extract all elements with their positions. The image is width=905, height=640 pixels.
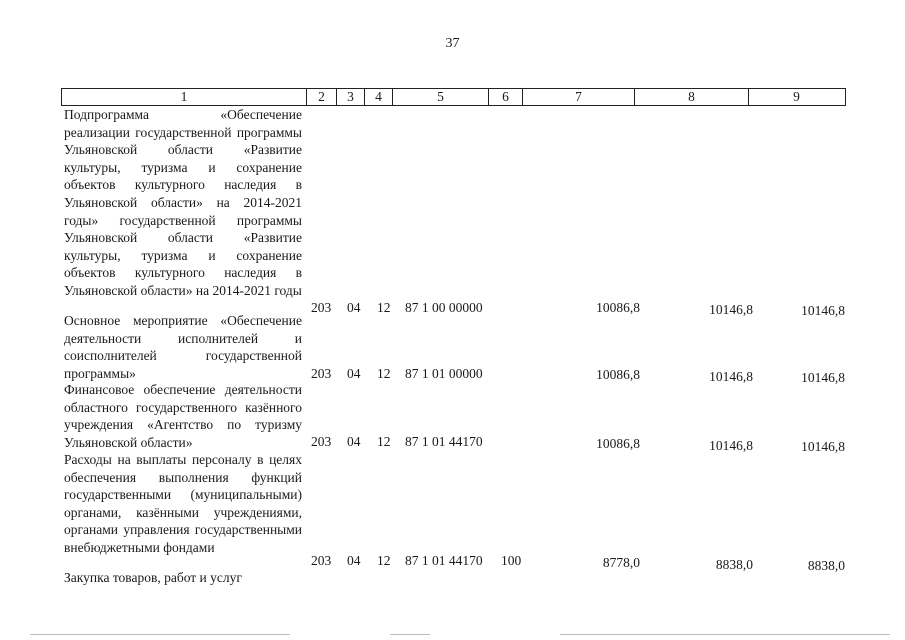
- cell-col-4: 12: [377, 300, 391, 315]
- page-number: 37: [445, 36, 460, 51]
- cell-col-9: 10146,8: [801, 370, 845, 385]
- row-description: Закупка товаров, работ и услуг: [64, 570, 242, 585]
- row-description: Расходы на выплаты персоналу в целях обеспечения выполнения функций государственными (муниципальными) органами, казёнными учреждениями, органами управления государственными внебюджетными фондами: [64, 452, 302, 555]
- cell-col-9: 10146,8: [801, 303, 845, 318]
- cell-col-4: 12: [377, 434, 391, 449]
- cell-col-3: 04: [347, 434, 361, 449]
- cell-col-8: 10146,8: [709, 302, 753, 317]
- header-col-4: 4: [365, 89, 393, 105]
- cell-col-4: 12: [377, 366, 391, 381]
- cell-col-6: 100: [501, 553, 522, 568]
- cell-col-3: 04: [347, 553, 361, 568]
- cell-col-3: 04: [347, 300, 361, 315]
- header-col-5: 5: [393, 89, 489, 105]
- cell-col-5: 87 1 01 00000: [405, 366, 483, 381]
- cell-col-9: 10146,8: [801, 439, 845, 454]
- cell-col-5: 87 1 01 44170: [405, 434, 483, 449]
- cell-col-8: 10146,8: [709, 369, 753, 384]
- scan-artifact: [390, 634, 430, 635]
- cell-col-7: 10086,8: [596, 300, 640, 315]
- cell-col-8: 8838,0: [715, 557, 753, 572]
- header-col-9: 9: [793, 89, 800, 104]
- header-col-7: 7: [523, 89, 635, 105]
- cell-col-2: 203: [311, 366, 332, 381]
- table-header: [61, 88, 846, 106]
- header-col-8: 8: [635, 89, 749, 105]
- cell-col-7: 10086,8: [596, 436, 640, 451]
- row-description: Основное мероприятие «Обеспечение деятельности исполнителей и соисполнителей государственной программы»: [64, 313, 302, 381]
- header-col-1: 1: [62, 89, 307, 105]
- cell-col-5: 87 1 01 44170: [405, 553, 483, 568]
- cell-col-2: 203: [311, 434, 332, 449]
- header-col-6: 6: [489, 89, 523, 105]
- header-col-2: 2: [307, 89, 337, 105]
- header-col-3: 3: [337, 89, 365, 105]
- cell-col-9: 8838,0: [807, 558, 845, 573]
- cell-col-2: 203: [311, 300, 332, 315]
- row-description: Подпрограмма «Обеспечение реализации государственной программы Ульяновской области «Развитие культуры, туризма и сохранение объектов культурного наследия в Ульяновской области» на 2014-2021 годы» государственной программы Ульяновской области «Развитие культуры, туризма и сохранение объектов культурного наследия в Ульяновской области» на 2014-2021 годы: [64, 107, 302, 298]
- cell-col-2: 203: [311, 553, 332, 568]
- cell-col-4: 12: [377, 553, 391, 568]
- cell-col-7: 8778,0: [602, 555, 640, 570]
- cell-col-3: 04: [347, 366, 361, 381]
- cell-col-7: 10086,8: [596, 367, 640, 382]
- cell-col-8: 10146,8: [709, 438, 753, 453]
- row-description: Финансовое обеспечение деятельности областного государственного казённого учреждения «Агентство по туризму Ульяновской области»: [64, 382, 302, 450]
- cell-col-5: 87 1 00 00000: [405, 300, 483, 315]
- scan-artifact: [30, 634, 290, 635]
- scan-artifact: [560, 634, 890, 635]
